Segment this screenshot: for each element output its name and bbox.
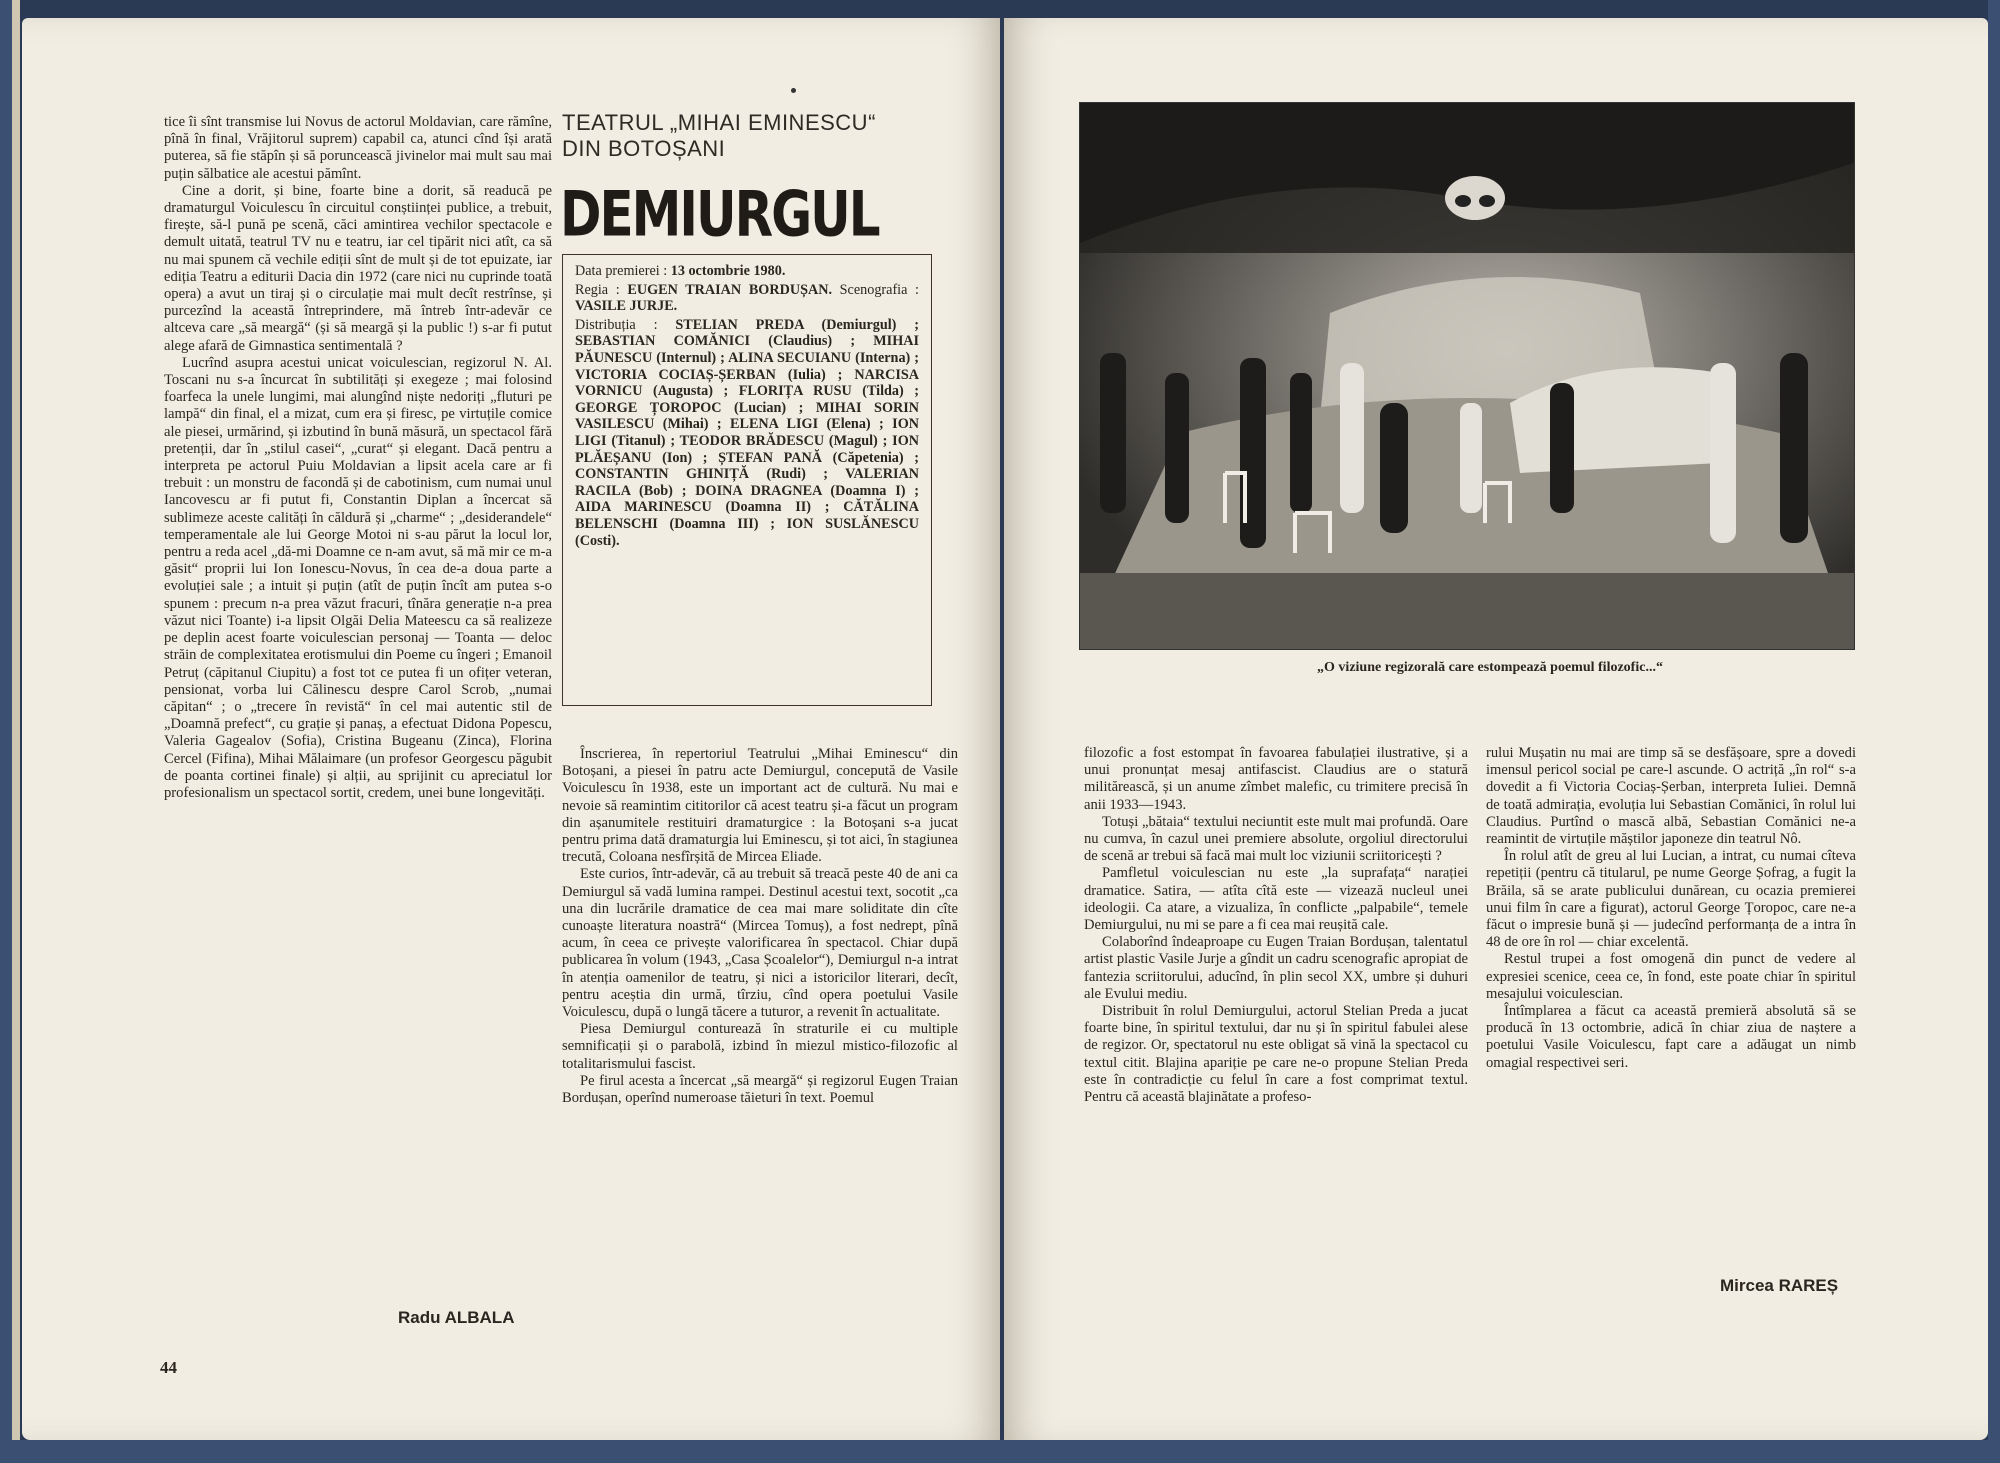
direction-label: Regia : — [575, 281, 620, 298]
theatre-name — [562, 110, 876, 162]
paragraph: Piesa Demiurgul conturează în straturile ei cu multiple semnificații și o parabolă, izbind în miezul mistico-filozofic al totalitarismului fascist. — [562, 1021, 958, 1072]
paragraph: Întîmplarea a făcut ca această premieră absolută să se producă în 13 octombrie, adică în chiar ziua de naștere a poetului Vasile Voiculescu, fapt care a adăugat un nimb omagial respectivei seri. — [1486, 1003, 1856, 1071]
direction-value: EUGEN TRAIAN BORDUȘAN. — [627, 281, 832, 298]
review-column-1 — [164, 114, 552, 802]
paragraph: tice îi sînt transmise lui Novus de actorul Moldavian, care rămîne, pînă în final, Vrăjitorul suprem) capabil ca, atunci cînd își arată puterea, să fie stăpîn și să poruncească jivinelor mai mult sau mai puțin sălbatice ale acestui pămînt. — [164, 114, 552, 182]
photo-caption: „O viziune regizorală care estompează poemul filozofic...“ — [1317, 660, 1663, 675]
paragraph: Înscrierea, în repertoriul Teatrului „Mihai Eminescu“ din Botoșani, a piesei în patru acte Demiurgul, concepută de Vasile Voiculescu în 1938, este un important act de cultură. Nu mai e nevoie să reamintim cititorilor că acest teatru și-a făcut un program din așanumitele restituiri dramaturgice : la Botoșani s-a jucat pentru prima dată dramaturgia lui Eminescu, și tot aici, în stagiunea trecută, Coloana nesfîrșită de Mircea Eliade. — [562, 746, 958, 866]
premiere-label: Data premierei : — [575, 263, 668, 279]
stage-scene-illustration — [1080, 103, 1854, 649]
premiere-value: 13 octombrie 1980. — [670, 263, 786, 279]
book-cover-right-edge — [1988, 0, 2000, 1463]
paragraph: Distribuit în rolul Demiurgului, actorul Stelian Preda a jucat foarte bine, în spiritul textului, dar nu și în spiritul fabulei alese de regizor. Or, spectatorul nu este obligat să vină la spectacol cu textul citit. Blajina apariție pe care ne-o propune Stelian Preda este în contradicție cu felul în care a fost comprimat textul. Pentru că această blajinătate a profeso- — [1084, 1003, 1468, 1106]
production-credits-box — [562, 254, 932, 706]
paragraph: Pamfletul voiculescian nu este „la suprafața“ narației dramatice. Satira, — atîta cîtă este — vizează nucleul unei ideologii. Ca atare, a vizualiza, în conflicte „palpabile“, temele Demiurgului, nu mi se pare a fi cea mai reușită cale. — [1084, 865, 1468, 934]
paragraph: În rolul atît de greu al lui Lucian, a intrat, cu numai cîteva repetiții (pentru că titularul, pe nume George Șofrag, a fugit la Brăila, să se arate publicului dunărean, cu ocazia premierei unui film în care a figurat), actorul George Țoropoc, care ne-a făcut o impresie bună și — judecînd performanța de a intra în 48 de ore în rol — chiar excelentă. — [1486, 848, 1856, 951]
scenography-label: Scenografia : — [839, 281, 920, 298]
cast-label: Distribuția : — [575, 316, 658, 333]
paragraph: Totuși „bătaia“ textului neciuntit este mult mai profundă. Oare nu cumva, în cazul unei premiere absolute, orgoliul directorului de scenă ar trebui să facă mai mult loc viziunii scriitoricești ? — [1084, 813, 1468, 865]
premiere-line — [575, 263, 919, 280]
author-signature: Mircea RAREȘ — [1720, 1276, 1839, 1295]
page-number: 44 — [160, 1358, 177, 1377]
paragraph: Este curios, într-adevăr, că au trebuit să treacă peste 40 de ani ca Demiurgul să vadă lumina rampei. Destinul acestui text, socotit „ca una din lucrările dramatice de cea mai mare soliditate din cîte cunoaște literatura noastră“ (Mircea Tomuș), a fost nedrept, pînă acum, în ceea ce privește valorificarea în spectacol. Chiar după publicarea în volum (1943, „Casa Școalelor“), Demiurgul n-a intrat în atenția oamenilor de teatru, și nici a istoricilor literari, decît, pentru aceștia din urmă, tîrziu, cînd opera poetului Vasile Voiculescu, după o lungă tăcere a tuturor, a revenit în actualitate. — [562, 866, 958, 1021]
review-column-2 — [562, 746, 958, 1107]
review-column-3 — [1084, 745, 1468, 1106]
theatre-name-line-1: TEATRUL „MIHAI EMINESCU“ — [562, 110, 876, 135]
book-cover-bottom-edge — [0, 1440, 2000, 1463]
paragraph: Colaborînd îndeaproape cu Eugen Traian Bordușan, talentatul artist plastic Vasile Jurje a gîndit un cadru scenografic apropiat de fantezia scriitorului, aducînd, în plin secol XX, umbre și duhuri ale Evului mediu. — [1084, 934, 1468, 1002]
paragraph: Restul trupei a fost omogenă din punct de vedere al expresiei scenice, ceea ce, în fond, este poate chiar în spiritul mesajului voiculescian. — [1486, 951, 1856, 1002]
right-page — [1004, 18, 1988, 1440]
paragraph: rului Mușatin nu mai are timp să se desfășoare, spre a dovedi imensul pericol social pe care-l ascunde. O actriță „în rol“ s-a dovedit a fi Victoria Cociaș-Șerban, interpreta Iuliei. Demnă de toată admirația, evoluția lui Sebastian Comănici, în rolul lui Claudius. Purtînd o mască albă, Sebastian Comănici ne-a reamintit de virtuțile măștilor japoneze din teatrul Nô. — [1486, 745, 1856, 848]
left-page — [22, 18, 1000, 1440]
theatre-name-line-2: DIN BOTOȘANI — [562, 136, 726, 161]
direction-line — [575, 282, 919, 315]
paragraph: Cine a dorit, și bine, foarte bine a dorit, să readucă pe dramaturgul Voiculescu în circuitul conștiinței publice, a trebuit, firește, să-l pună pe scenă, căci amintirea vechilor spectacole e demult uitată, teatrul TV nu e teatru, iar cel tipărit nici atît, ca să nu mai spunem că vechile ediții sînt de mult și de tot epuizate, iar ediția Teatru a editurii Dacia din 1972 (care nici nu cuprinde toată opera) a avut un tiraj și o circulație mai mult decît restrînse, și purcezînd la această întreprindere, mă întreb într-adevăr ce altceva care „să meargă“ (și să meargă și la public !) s-ar fi putut alege afară de Gimnastica sentimentală ? — [164, 182, 552, 354]
stage-photo — [1079, 102, 1855, 650]
play-title: DEMIURGUL — [560, 178, 879, 251]
author-signature: Radu ALBALA — [398, 1308, 515, 1327]
cast-value: STELIAN PREDA (Demiurgul) ; SEBASTIAN COMĂNICI (Claudius) ; MIHAI PĂUNESCU (Internul) ; ALINA SECUIANU (Interna) ; VICTORIA COCIAȘ-ȘERBAN (Iulia) ; NARCISA VORNICU (Augusta) ; FLORIȚA RUSU (Tilda) ; GEORGE ȚOROPOC (Lucian) ; MIHAI SORIN VASILESCU (Mihai) ; ELENA LIGI (Elena) ; ION LIGI (Titanul) ; TEODOR BRĂDESCU (Magul) ; ION PLĂEȘANU (Ion) ; ȘTEFAN PANĂ (Căpetenia) ; CONSTANTIN GHINIȚĂ (Rudi) ; VALERIAN RACILA (Bob) ; DOINA DRAGNEA (Doamna I) ; AIDA MARINESCU (Doamna II) ; CĂTĂLINA BELENSCHI (Doamna III) ; ION SUSLĂNESCU (Costi). — [575, 316, 920, 549]
cast-line — [575, 317, 919, 549]
paragraph: Pe firul acesta a încercat „să meargă“ și regizorul Eugen Traian Bordușan, operînd numeroase tăieturi în text. Poemul — [562, 1072, 958, 1107]
review-column-4 — [1486, 745, 1856, 1072]
paragraph: filozofic a fost estompat în favoarea fabulației ilustrative, și a unui pronunțat mesaj antifascist. Claudius are o statură militărească, și un anume zîmbet malefic, cu trimitere precisă în anii 1933—1943. — [1084, 745, 1468, 813]
dot-ornament — [791, 88, 796, 93]
scenography-value: VASILE JURJE. — [575, 298, 678, 315]
paragraph: Lucrînd asupra acestui unicat voiculescian, regizorul N. Al. Toscani nu s-a încurcat în subtilități și exegeze ; mai folosind foarfeca la unele lungimi, mai alungînd niște nedoriți „fluturi pe lampă“ din final, el a mizat, cum era și firesc, pe virtuțile comice ale piesei, urmărind, și izbutind în bună măsură, un spectacol fără pretenții, dar în „stilul casei“, „curat“ și elegant. Dacă pentru a interpreta pe actorul Puiu Moldavian a lipsit acela care ar fi trebuit : un monstru de facondă și de cabotinism, cum numai unul Iancovescu ar fi putut fi, Constantin Diplan a încercat să sublimeze aceste calități în căldură și „charme“ ; „desiderandele“ temperamentale ale lui George Motoi ni s-au părut la locul lor, pentru a reda acel „dă-mi Doamne ce n-am avut, să mă mir ce m-a găsit“ proprii lui Ion Ionescu-Novus, în cea de-a doua parte a evoluției sale ; a intuit și puțin (atît de puțin încît am putea s-o spunem : precum n-a prea văzut fracuri, tînăra generație n-a prea văzut nici Toante) i-a lipsit Olgăi Delia Mateescu ca să realizeze pe deplin acest foarte voiculescian personaj — Toanta — deloc străin de complexitatea erotismului din Poeme cu îngeri ; Emanoil Petruț (căpitanul Ciupitu) a fost tot ce putea fi un ofițer veteran, pensionat, vorba lui Călinescu despre Carol Scrob, „numai căpitan“ ; o „trecere în revistă“ în cel mai autentic stil de „Doamnă prefect“, cu grație și panaș, a efectuat Didona Popescu, Valeria Gagealov (Sofia), Cristina Bugeanu (Zinca), Florina Cercel (Fifina), Mihai Mălaimare (un profesor Georgescu păgubit de poanta cortinei finale) și alții, au sprijinit cu apreciatul lor profesionalism un spectacol sortit, credem, unei bune longevități. — [164, 354, 552, 801]
